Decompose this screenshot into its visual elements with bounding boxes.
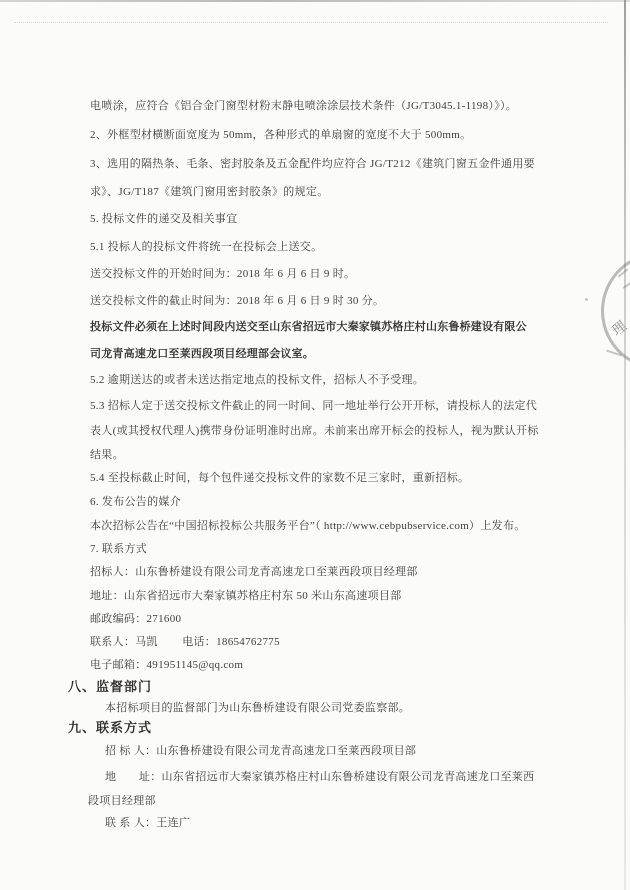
line-submission-start-time: 送交投标文件的开始时间为：2018 年 6 月 6 日 9 时。: [90, 268, 356, 280]
official-seal-stamp: [593, 244, 630, 377]
heading-section-5-submission: 5. 投标文件的递交及相关事宜: [90, 213, 238, 225]
line-announcement-platform: 本次招标公告在“中国招标投标公共服务平台”（ http://www.cebpubservice.com）上发布。: [90, 520, 526, 532]
line-tenderer-address-2a: 地 址：山东省招远市大秦家镇苏格庄村山东鲁桥建设有限公司龙青高速龙口至莱西: [105, 771, 535, 783]
line-tenderer-address-2b: 段项目经理部: [88, 795, 156, 807]
scan-dotted-line-artifact: [14, 22, 608, 23]
heading-section-6-media: 6. 发布公告的媒介: [90, 496, 181, 508]
line-hardware-standard-a: 3、选用的隔热条、毛条、密封胶条及五金配件均应符合 JG/T212《建筑门窗五金件通用要: [90, 158, 535, 170]
line-5-3-bid-opening-c: 结果。: [90, 449, 124, 461]
page-fold-edge-line: [624, 0, 626, 890]
heading-section-7-contact: 7. 联系方式: [90, 543, 148, 555]
line-postal-code: 邮政编码：271600: [90, 613, 182, 625]
line-5-4-retender-rule: 5.4 至投标截止时间，每个包件递交投标文件的家数不足三家时，重新招标。: [90, 472, 470, 484]
line-contact-person-phone: 联系人：马凯 电话：18654762775: [90, 636, 280, 648]
line-coating-standard: 电喷涂，应符合《铝合金门窗型材粉末静电喷涂涂层技术条件（JG/T3045.1-1198）》）。: [90, 100, 518, 112]
line-5-3-bid-opening-a: 5.3 招标人定于送交投标文件截止的同一时间、同一地址举行公开开标，请投标人的法定代: [90, 400, 538, 412]
line-5-3-bid-opening-b: 表人(或其授权代理人)携带身份证明准时出席。未前来出席开标会的投标人，视为默认开标: [90, 425, 539, 437]
line-contact-person-2: 联 系 人：王连广: [105, 817, 191, 829]
heading-section-8-supervision: 八、监督部门: [68, 679, 153, 694]
line-tenderer-address: 地址：山东省招远市大秦家镇苏格庄村东 50 米山东高速项目部: [90, 590, 402, 602]
line-supervision-department: 本招标项目的监督部门为山东鲁桥建设有限公司党委监察部。: [105, 702, 411, 714]
seal-character: 理: [609, 318, 630, 340]
line-delivery-location-b: 司龙青高速龙口至莱西段项目经理部会议室。: [90, 348, 314, 360]
heading-section-9-contact: 九、联系方式: [68, 720, 153, 735]
scan-top-edge-artifact: [0, 0, 630, 2]
scan-speck: [585, 298, 588, 301]
line-email-address: 电子邮箱：491951145@qq.com: [90, 659, 244, 671]
line-5-1-unified-submission: 5.1 投标人的投标文件将统一在投标会上送交。: [90, 241, 323, 253]
line-5-2-late-delivery: 5.2 逾期送达的或者未送达指定地点的投标文件，招标人不予受理。: [90, 374, 425, 386]
line-tenderer-name-2: 招 标 人：山东鲁桥建设有限公司龙青高速龙口至莱西段项目部: [105, 745, 417, 757]
line-delivery-location-a: 投标文件必须在上述时间段内送交至山东省招远市大秦家镇苏格庄村山东鲁桥建设有限公: [90, 321, 527, 333]
line-tenderer-name: 招标人：山东鲁桥建设有限公司龙青高速龙口至莱西段项目经理部: [90, 566, 418, 578]
line-frame-width-spec: 2、外框型材横断面宽度为 50mm，各种形式的单扇窗的宽度不大于 500mm。: [90, 129, 472, 141]
line-hardware-standard-b: 求》、JG/T187《建筑门窗用密封胶条》的规定。: [90, 186, 329, 198]
line-submission-deadline: 送交投标文件的截止时间为：2018 年 6 月 6 日 9 时 30 分。: [90, 295, 385, 307]
